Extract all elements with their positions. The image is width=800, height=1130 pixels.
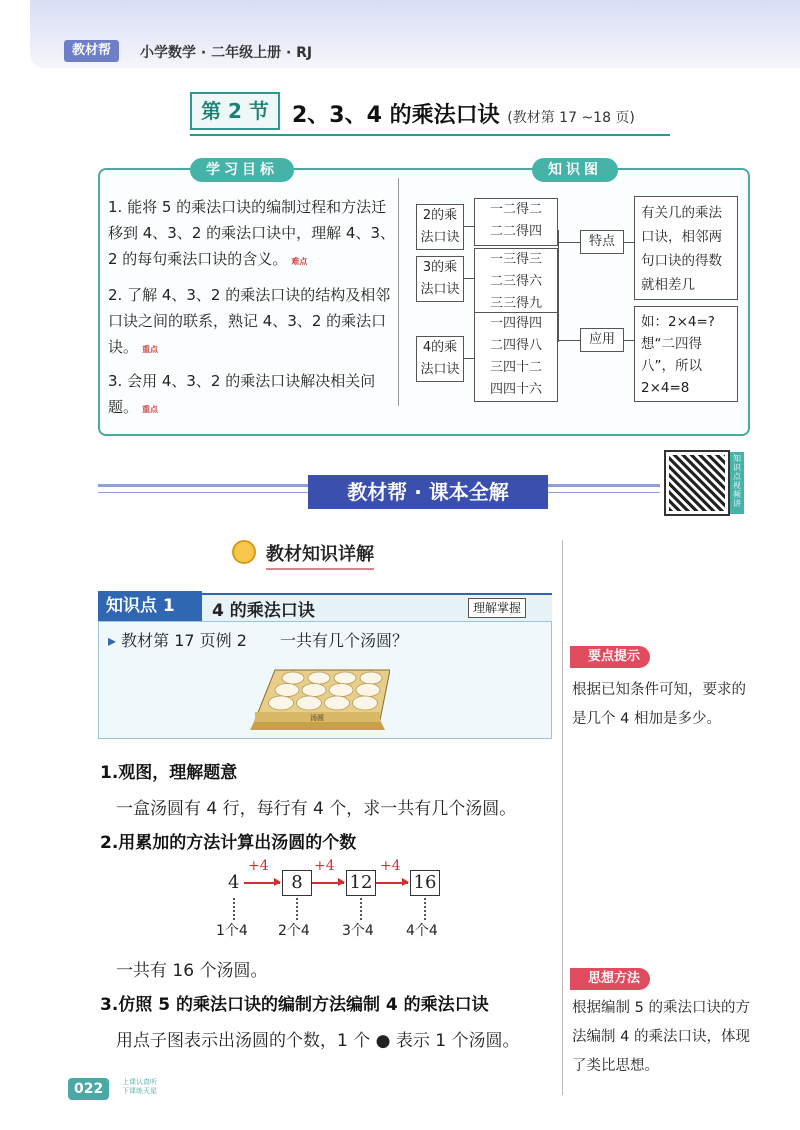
- page-number: 022: [68, 1078, 109, 1100]
- chain-label: 3个4: [342, 923, 374, 939]
- map-rhyme: 二二得四: [489, 224, 542, 239]
- map-connector: [464, 278, 474, 279]
- section-number: 第 2 节: [190, 92, 280, 130]
- chain-label: 2个4: [278, 923, 310, 939]
- dotted-line: [233, 898, 235, 920]
- map-group-label-3: 3的乘法口诀: [416, 256, 464, 302]
- map-group-label-2: 2的乘法口诀: [416, 204, 464, 250]
- map-connector: [558, 242, 580, 243]
- map-apply-label: 应用: [580, 328, 624, 352]
- map-connector: [558, 340, 580, 341]
- goal-item-2: [108, 282, 398, 363]
- lightbulb-icon: [232, 540, 256, 564]
- map-rhyme: 二四得八: [489, 338, 542, 353]
- tray-label: 汤圆: [310, 714, 324, 722]
- step-1-body: 一盒汤圆有 4 行，每行有 4 个，求一共有几个汤圆。: [116, 799, 517, 819]
- map-connector: [624, 340, 634, 341]
- method-text: 根据编制 5 的乘法口诀的方法编制 4 的乘法口诀，体现了类比思想。: [572, 1000, 750, 1074]
- goal-badge: 重点: [142, 345, 159, 354]
- map-rhyme: 一四得四: [489, 316, 542, 331]
- example-line: [108, 628, 408, 651]
- dotted-line: [424, 898, 426, 920]
- map-rhyme: 一三得三: [489, 252, 542, 267]
- sidebar-rule: [562, 540, 563, 1095]
- book-title: 小学数学 · 二年级上册 · RJ: [140, 45, 313, 61]
- goal-badge: 重点: [142, 405, 159, 414]
- map-rhyme: 三四十二: [489, 360, 542, 375]
- chain-box-3: 16: [410, 870, 440, 896]
- map-rhyme: 一二得二: [489, 202, 542, 217]
- example-ref: 教材第 17 页例 2: [121, 631, 247, 650]
- detail-title: 教材知识详解: [266, 540, 374, 570]
- chain-box-2: 12: [346, 870, 376, 896]
- goal-text: 3. 会用 4、3、2 的乘法口诀解决相关问题。: [108, 372, 376, 416]
- page-note: [122, 1078, 157, 1096]
- map-rhymes-4: [474, 312, 558, 402]
- section-underline: [190, 134, 670, 136]
- goal-text: 1. 能将 5 的乘法口诀的编制过程和方法迁移到 4、3、2 的乘法口诀中，理解 4、3、2 的每句乘法口诀的含义。: [108, 198, 396, 268]
- chain-box-1: 8: [282, 870, 312, 896]
- tangyuan-tray-image: [245, 662, 390, 732]
- map-feature-text: 有关几的乘法口诀，相邻两句口诀的得数就相差几: [634, 196, 738, 300]
- map-rhyme: 二三得六: [489, 274, 542, 289]
- goal-text: 2. 了解 4、3、2 的乘法口诀的结构及相邻口诀之间的联系，熟记 4、3、2 的乘法口诀。: [108, 286, 391, 356]
- arrow-icon: [376, 882, 408, 884]
- knowledge-map-tag: 知识图: [532, 158, 618, 182]
- chain-increment: +4: [248, 858, 269, 874]
- section-title-text: 2、3、4 的乘法口诀: [292, 103, 500, 128]
- goal-item-1: [108, 194, 398, 275]
- goal-item-3: [108, 368, 398, 423]
- qr-side-label: 知识点视频讲: [730, 452, 744, 514]
- banner-line-left-thin: [98, 492, 308, 493]
- step-2-heading: 2.用累加的方法计算出汤圆的个数: [100, 833, 357, 853]
- tip-text: 根据已知条件可知，要求的是几个 4 相加是多少。: [572, 682, 746, 727]
- brand-label: 教材帮: [64, 40, 119, 62]
- knowledge-point-tag: 知识点 1: [98, 591, 202, 621]
- goal-badge: 难点: [291, 257, 308, 266]
- map-bracket: [558, 230, 559, 342]
- map-rhyme: 四四十六: [489, 382, 542, 397]
- knowledge-point-level: 理解掌握: [468, 598, 526, 618]
- banner-line-left: [98, 484, 308, 487]
- triangle-icon: ▸: [108, 631, 117, 650]
- qr-code-icon[interactable]: [666, 452, 728, 514]
- banner-line-right: [548, 484, 660, 487]
- page-note-line: 下课练天星: [122, 1087, 157, 1095]
- step-3-heading: 3.仿照 5 的乘法口诀的编制方法编制 4 的乘法口诀: [100, 995, 489, 1015]
- arrow-icon: [244, 882, 280, 884]
- tip-tag: 要点提示: [570, 646, 650, 668]
- map-rhyme: 三三得九: [489, 296, 542, 311]
- step-1-heading: 1.观图，理解题意: [100, 763, 238, 783]
- knowledge-point-title: 4 的乘法口诀: [212, 601, 315, 621]
- chain-start: 4: [228, 872, 240, 893]
- map-feature-label: 特点: [580, 230, 624, 254]
- dotted-line: [360, 898, 362, 920]
- chain-label: 4个4: [406, 923, 438, 939]
- method-tag: 思想方法: [570, 968, 650, 990]
- goals-tag: 学习目标: [190, 158, 294, 182]
- chain-increment: +4: [314, 858, 335, 874]
- map-rhymes-2: [474, 198, 558, 246]
- section-title: [292, 98, 635, 129]
- banner-title: 教材帮 · 课本全解: [308, 475, 548, 509]
- panel-divider: [398, 178, 399, 406]
- map-group-label-4: 4的乘法口诀: [416, 336, 464, 382]
- page-note-line: 上课认真听: [122, 1078, 157, 1086]
- arrow-icon: [312, 882, 344, 884]
- banner-line-right-thin: [548, 492, 660, 493]
- dotted-line: [296, 898, 298, 920]
- section-subtitle: (教材第 17 ~18 页): [507, 110, 635, 126]
- map-connector: [464, 358, 474, 359]
- example-question: 一共有几个汤圆？: [280, 631, 409, 650]
- map-rhymes-3: [474, 248, 558, 316]
- map-apply-text: 如：2×4=? 想“二四得八”，所以 2×4=8: [634, 306, 738, 402]
- map-connector: [464, 226, 474, 227]
- step-2-body: 一共有 16 个汤圆。: [116, 961, 268, 981]
- chain-increment: +4: [380, 858, 401, 874]
- step-3-body: 用点子图表示出汤圆的个数，1 个 ● 表示 1 个汤圆。: [116, 1031, 520, 1051]
- map-connector: [624, 242, 634, 243]
- chain-label: 1个4: [216, 923, 248, 939]
